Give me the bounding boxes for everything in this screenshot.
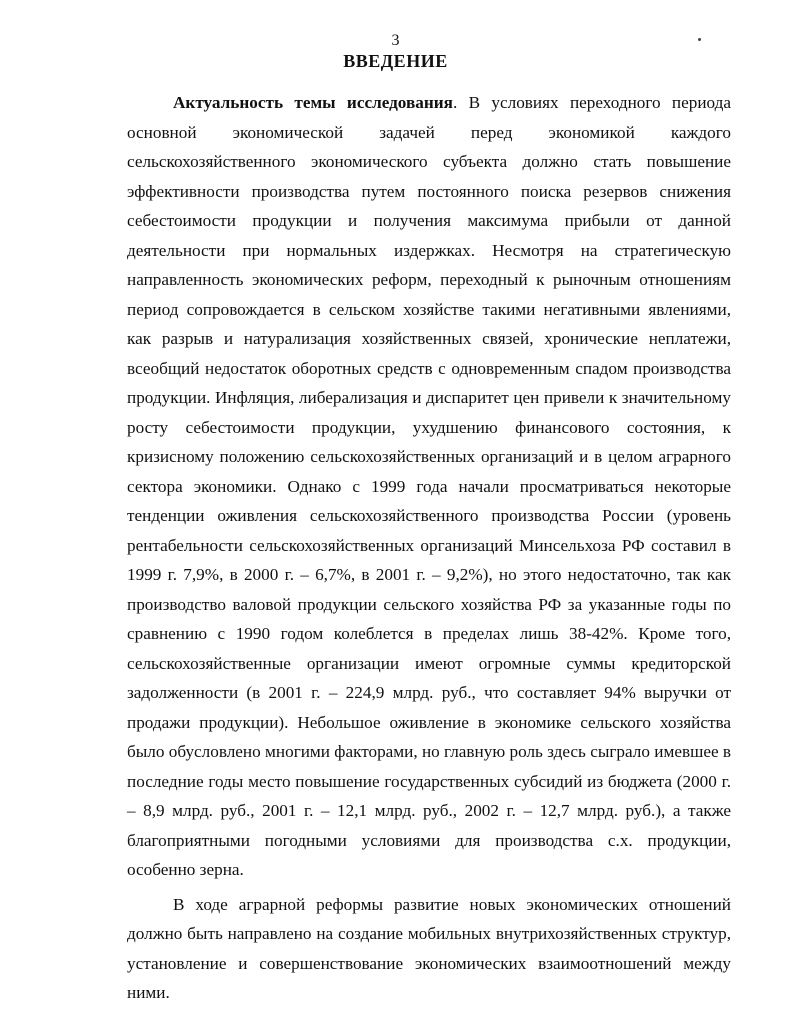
scan-artifact-dot [698, 38, 701, 41]
paragraph-lead: Актуальность темы исследования [173, 93, 453, 112]
paragraph-text: В ходе аграрной реформы развитие новых экономических отношений должно быть направлено на создание мобильных внутрихозяйственных структур, установление и совершенствование экономических взаимоотношений между ними. [127, 894, 731, 1002]
body-text [127, 88, 731, 1008]
paragraph-1 [127, 88, 731, 885]
paragraph-2 [127, 890, 731, 1008]
page-number: 3 [391, 32, 400, 49]
paragraph-text: . В условиях переходного периода основной экономической задачей перед экономикой каждого сельскохозяйственного экономического субъекта должно стать повышение эффективности производства путем постоянного поиска резервов снижения себестоимости продукции и получения максимума прибыли от данной деятельности при нормальных издержках. Несмотря на стратегическую направленность экономических реформ, переходный к рыночным отношениям период сопровождается в сельском хозяйстве такими негативными явлениями, как разрыв и натурализация хозяйственных связей, хронические неплатежи, всеобщий недостаток оборотных средств с одновременным спадом производства продукции. Инфляция, либерализация и диспаритет цен привели к значительному росту себестоимости продукции, ухудшению финансового состояния, к кризисному положению сельскохозяйственных организаций и в целом аграрного сектора экономики. Однако с 1999 года начали просматриваться некоторые тенденции оживления сельскохозяйственного производства России (уровень рентабельности сельскохозяйственных организаций Минсельхоза РФ составил в 1999 г. 7,9%, в 2000 г. – 6,7%, в 2001 г. – 9,2%), но этого недостаточно, так как производство валовой продукции сельского хозяйства РФ за указанные годы по сравнению с 1990 годом колеблется в пределах лишь 38-42%. Кроме того, сельскохозяйственные организации имеют огромные суммы кредиторской задолженности (в 2001 г. – 224,9 млрд. руб., что составляет 94% выручки от продажи продукции). Небольшое оживление в экономике сельского хозяйства было обусловлено многими факторами, но главную роль здесь сыграло имевшее в последние годы место повышение государственных субсидий из бюджета (2000 г. – 8,9 млрд. руб., 2001 г. – 12,1 млрд. руб., 2002 г. – 12,7 млрд. руб.), а также благоприятными погодными условиями для производства с.х. продукции, особенно зерна. [127, 93, 732, 879]
page-title: ВВЕДЕНИЕ [343, 51, 448, 71]
